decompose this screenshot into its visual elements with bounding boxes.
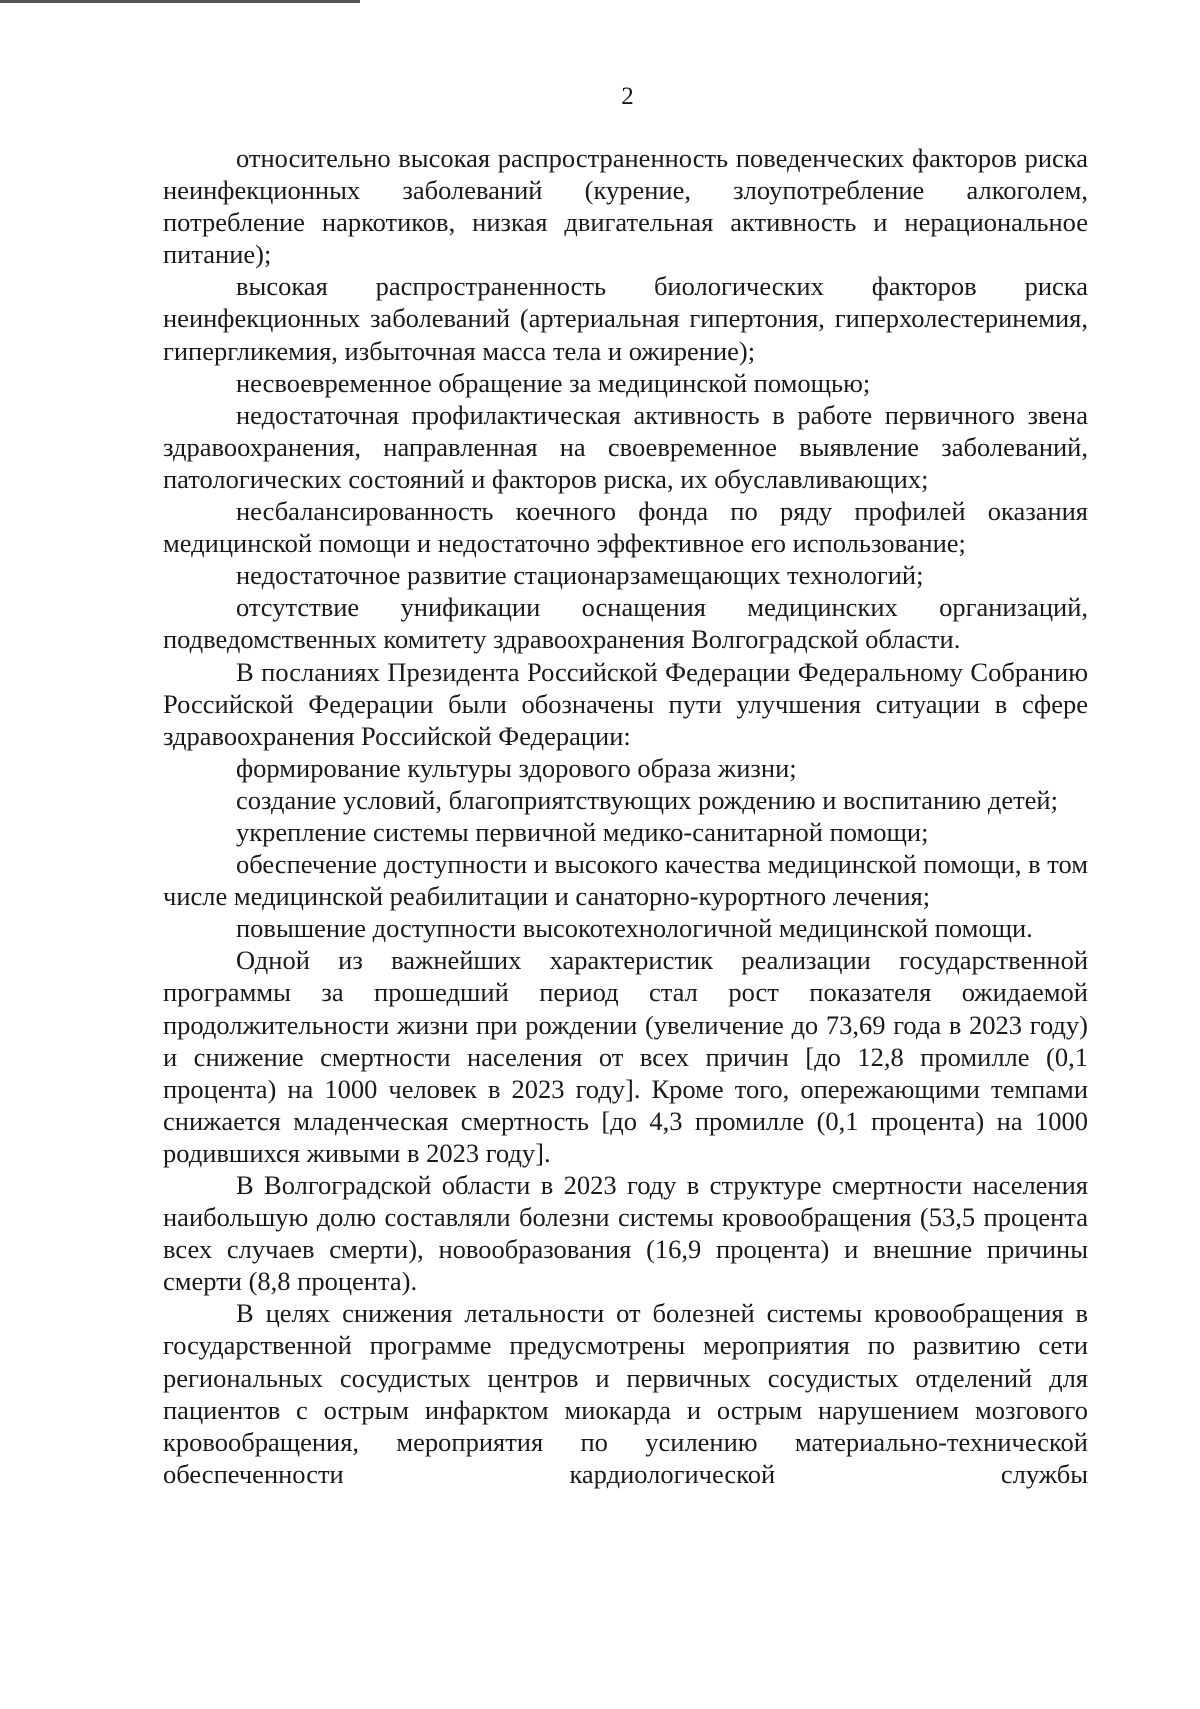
paragraph-prevention-activity: недостаточная профилактическая активность в работе первичного звена здравоохранения, направленная на своевременное выявление заболеваний, патологических состояний и факторов риска, их обуславливающих; bbox=[163, 399, 1088, 494]
paragraph-high-tech-care: повышение доступности высокотехнологичной медицинской помощи. bbox=[236, 913, 1033, 944]
paragraph-hospital-replacement-tech: недостаточное развитие стационарзамещающих технологий; bbox=[236, 560, 924, 591]
paragraph-late-medical-care: несвоевременное обращение за медицинской помощью; bbox=[236, 367, 871, 398]
paragraph-primary-care: укрепление системы первичной медико-санитарной помощи; bbox=[236, 816, 929, 847]
paragraph-biological-risk-factors: высокая распространенность биологических факторов риска неинфекционных заболеваний (артериальная гипертония, гиперхолестеринемия, гипергликемия, избыточная масса тела и ожирение); bbox=[163, 271, 1088, 366]
paragraph-program-results: Одной из важнейших характеристик реализации государственной программы за прошедший период стал рост показателя ожидаемой продолжительности жизни при рождении (увеличение до 73,69 года в 2023 году) и снижение смертности населения от всех причин [до 12,8 промилле (0,1 процента) на 1000 человек в 2023 году]. Кроме того, опережающими темпами снижается младенческая смертность [до 4,3 промилле (0,1 процента) на 1000 родившихся живыми в 2023 году]. bbox=[163, 945, 1088, 1168]
paragraph-president-messages: В посланиях Президента Российской Федерации Федеральному Собранию Российской Федерации были обозначены пути улучшения ситуации в сфере здравоохранения Российской Федерации: bbox=[163, 656, 1088, 751]
paragraph-childbirth-conditions: создание условий, благоприятствующих рождению и воспитанию детей; bbox=[236, 784, 1058, 815]
paragraph-behavioral-risk-factors: относительно высокая распространенность поведенческих факторов риска неинфекционных заболеваний (курение, злоупотребление алкоголем, потребление наркотиков, низкая двигательная активность и нерациональное питание); bbox=[163, 143, 1088, 270]
paragraph-bed-fund-imbalance: несбалансированность коечного фонда по ряду профилей оказания медицинской помощи и недостаточно эффективное его использование; bbox=[163, 496, 1088, 559]
document-body bbox=[163, 142, 1088, 1490]
paragraph-care-accessibility: обеспечение доступности и высокого качества медицинской помощи, в том числе медицинской реабилитации и санаторно-курортного лечения; bbox=[163, 849, 1088, 912]
paragraph-equipment-unification: отсутствие унификации оснащения медицинских организаций, подведомственных комитету здравоохранения Волгоградской области. bbox=[163, 592, 1088, 655]
paragraph-mortality-structure: В Волгоградской области в 2023 году в структуре смертности населения наибольшую долю составляли болезни системы кровообращения (53,5 процента всех случаев смерти), новообразования (16,9 процента) и внешние причины смерти (8,8 процента). bbox=[163, 1170, 1088, 1297]
scan-edge-line bbox=[0, 0, 360, 3]
paragraph-healthy-lifestyle: формирование культуры здорового образа жизни; bbox=[236, 752, 797, 783]
page-number: 2 bbox=[621, 83, 634, 110]
paragraph-cardiovascular-measures: В целях снижения летальности от болезней системы кровообращения в государственной программе предусмотрены мероприятия по развитию сети региональных сосудистых центров и первичных сосудистых отделений для пациентов с острым инфарктом миокарда и острым нарушением мозгового кровообращения, мероприятия по усилению материально-технической обеспеченности кардиологической службы bbox=[163, 1298, 1088, 1489]
